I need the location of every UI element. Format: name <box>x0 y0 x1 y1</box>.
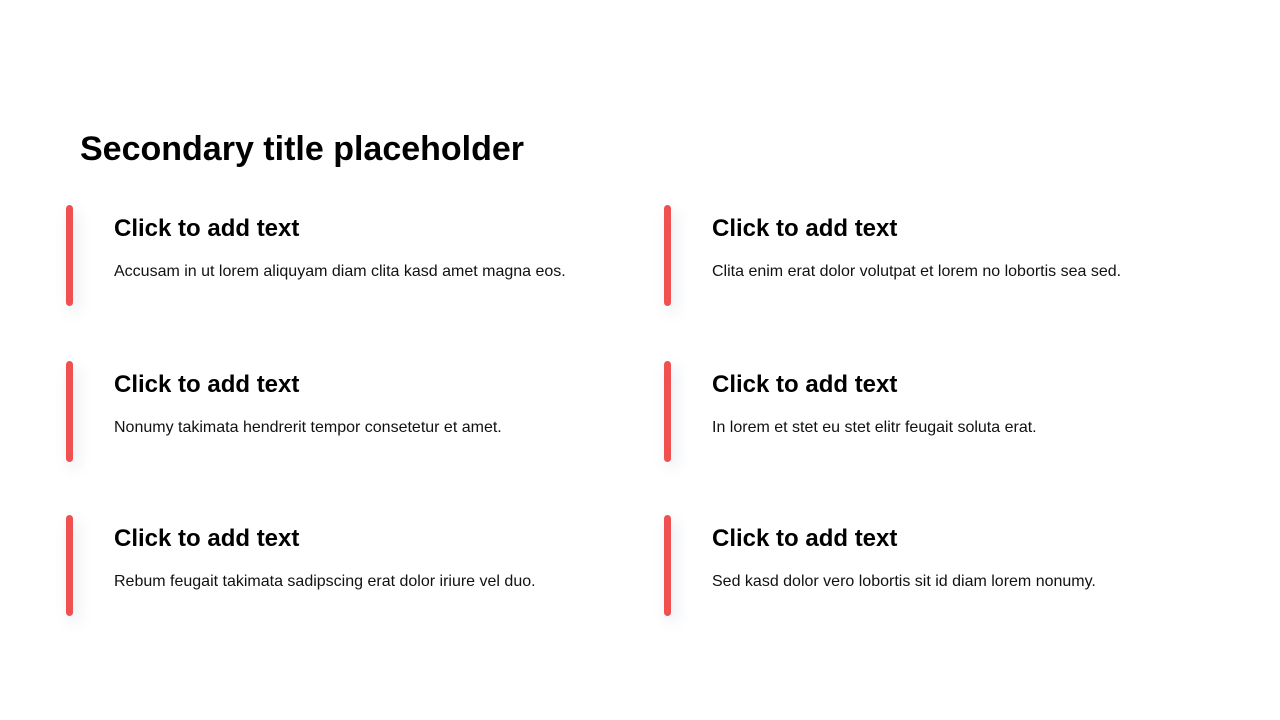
text-block-heading[interactable]: Click to add text <box>712 215 898 242</box>
text-block-body[interactable]: In lorem et stet eu stet elitr feugait soluta erat. <box>712 419 1037 436</box>
text-block-heading[interactable]: Click to add text <box>114 215 300 242</box>
accent-bar <box>664 361 671 462</box>
secondary-title[interactable]: Secondary title placeholder <box>80 130 525 168</box>
text-block <box>66 515 626 616</box>
accent-bar <box>66 515 73 616</box>
text-block-heading[interactable]: Click to add text <box>114 525 300 552</box>
text-block-body[interactable]: Accusam in ut lorem aliquyam diam clita kasd amet magna eos. <box>114 263 566 280</box>
accent-bar <box>664 515 671 616</box>
text-block-heading[interactable]: Click to add text <box>712 525 898 552</box>
text-block <box>66 205 626 306</box>
accent-bar <box>66 361 73 462</box>
text-block-heading[interactable]: Click to add text <box>712 371 898 398</box>
accent-bar <box>66 205 73 306</box>
text-block-body[interactable]: Rebum feugait takimata sadipscing erat dolor iriure vel duo. <box>114 573 536 590</box>
text-block-body[interactable]: Nonumy takimata hendrerit tempor consetetur et amet. <box>114 419 502 436</box>
accent-bar <box>664 205 671 306</box>
text-block <box>664 361 1224 462</box>
text-block-body[interactable]: Sed kasd dolor vero lobortis sit id diam lorem nonumy. <box>712 573 1096 590</box>
text-block-heading[interactable]: Click to add text <box>114 371 300 398</box>
text-block <box>66 361 626 462</box>
text-block-body[interactable]: Clita enim erat dolor volutpat et lorem no lobortis sea sed. <box>712 263 1122 280</box>
text-block <box>664 205 1224 306</box>
text-block <box>664 515 1224 616</box>
